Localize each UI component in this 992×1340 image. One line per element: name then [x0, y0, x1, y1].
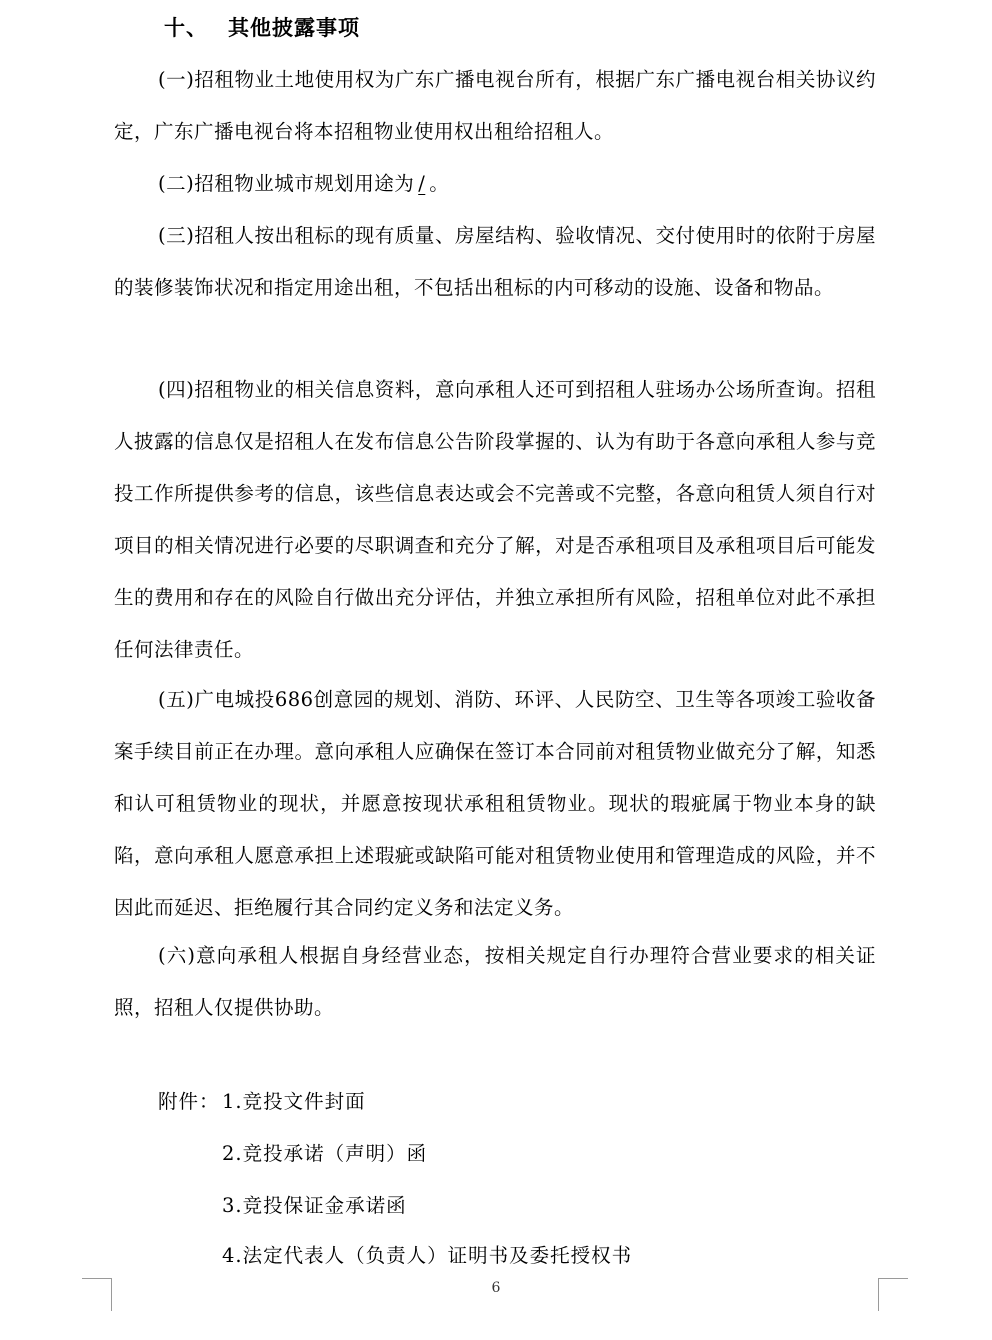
- attachment-item-1: 1.竞投文件封面: [222, 1090, 366, 1113]
- attachment-item-3: 3.竞投保证金承诺函: [222, 1194, 407, 1217]
- section-number: 十、: [164, 16, 208, 40]
- paragraph-1-text: (一)招租物业土地使用权为广东广播电视台所有，根据广东广播电视台相关协议约定，广东广播电视台将本招租物业使用权出租给招租人。: [114, 68, 876, 143]
- paragraph-6-text: (六)意向承租人根据自身经营业态，按相关规定自行办理符合营业要求的相关证照，招租人仅提供协助。: [114, 944, 876, 1019]
- paragraph-3-text: (三)招租人按出租标的现有质量、房屋结构、验收情况、交付使用时的依附于房屋的装修装饰状况和指定用途出租，不包括出租标的内可移动的设施、设备和物品。: [114, 224, 876, 299]
- paragraph-4-text: (四)招租物业的相关信息资料，意向承租人还可到招租人驻场办公场所查询。招租人披露的信息仅是招租人在发布信息公告阶段掌握的、认为有助于各意向承租人参与竞投工作所提供参考的信息，该些信息表达或会不完善或不完整，各意向租赁人须自行对项目的相关情况进行必要的尽职调查和充分了解，对是否承租项目及承租项目后可能发生的费用和存在的风险自行做出充分评估，并独立承担所有风险，招租单位对此不承担任何法律责任。: [114, 378, 876, 661]
- section-title: 其他披露事项: [228, 16, 360, 40]
- paragraph-5-text: (五)广电城投686创意园的规划、消防、环评、人民防空、卫生等各项竣工验收备案手续目前正在办理。意向承租人应确保在签订本合同前对租赁物业做充分了解，知悉和认可租赁物业的现状，并愿意按现状承租租赁物业。现状的瑕疵属于物业本身的缺陷，意向承租人愿意承担上述瑕疵或缺陷可能对租赁物业使用和管理造成的风险，并不因此而延迟、拒绝履行其合同约定义务和法定义务。: [114, 688, 876, 919]
- paragraph-1: [114, 54, 876, 158]
- page-number: 6: [491, 1280, 501, 1296]
- paragraph-6: [114, 930, 876, 1034]
- attachment-item-4: 4.法定代表人（负责人）证明书及委托授权书: [222, 1244, 633, 1267]
- paragraph-2-suffix: 。: [429, 172, 450, 195]
- paragraph-2: [114, 158, 876, 210]
- planning-use-value: /: [418, 172, 426, 195]
- paragraph-2-prefix: (二)招租物业城市规划用途为: [158, 172, 415, 195]
- section-heading: [164, 12, 360, 44]
- paragraph-4: [114, 364, 876, 676]
- attachment-item-2: 2.竞投承诺（声明）函: [222, 1142, 428, 1165]
- paragraph-5: [114, 674, 876, 934]
- attachments-label: 附件：: [158, 1090, 220, 1113]
- paragraph-3: [114, 210, 876, 314]
